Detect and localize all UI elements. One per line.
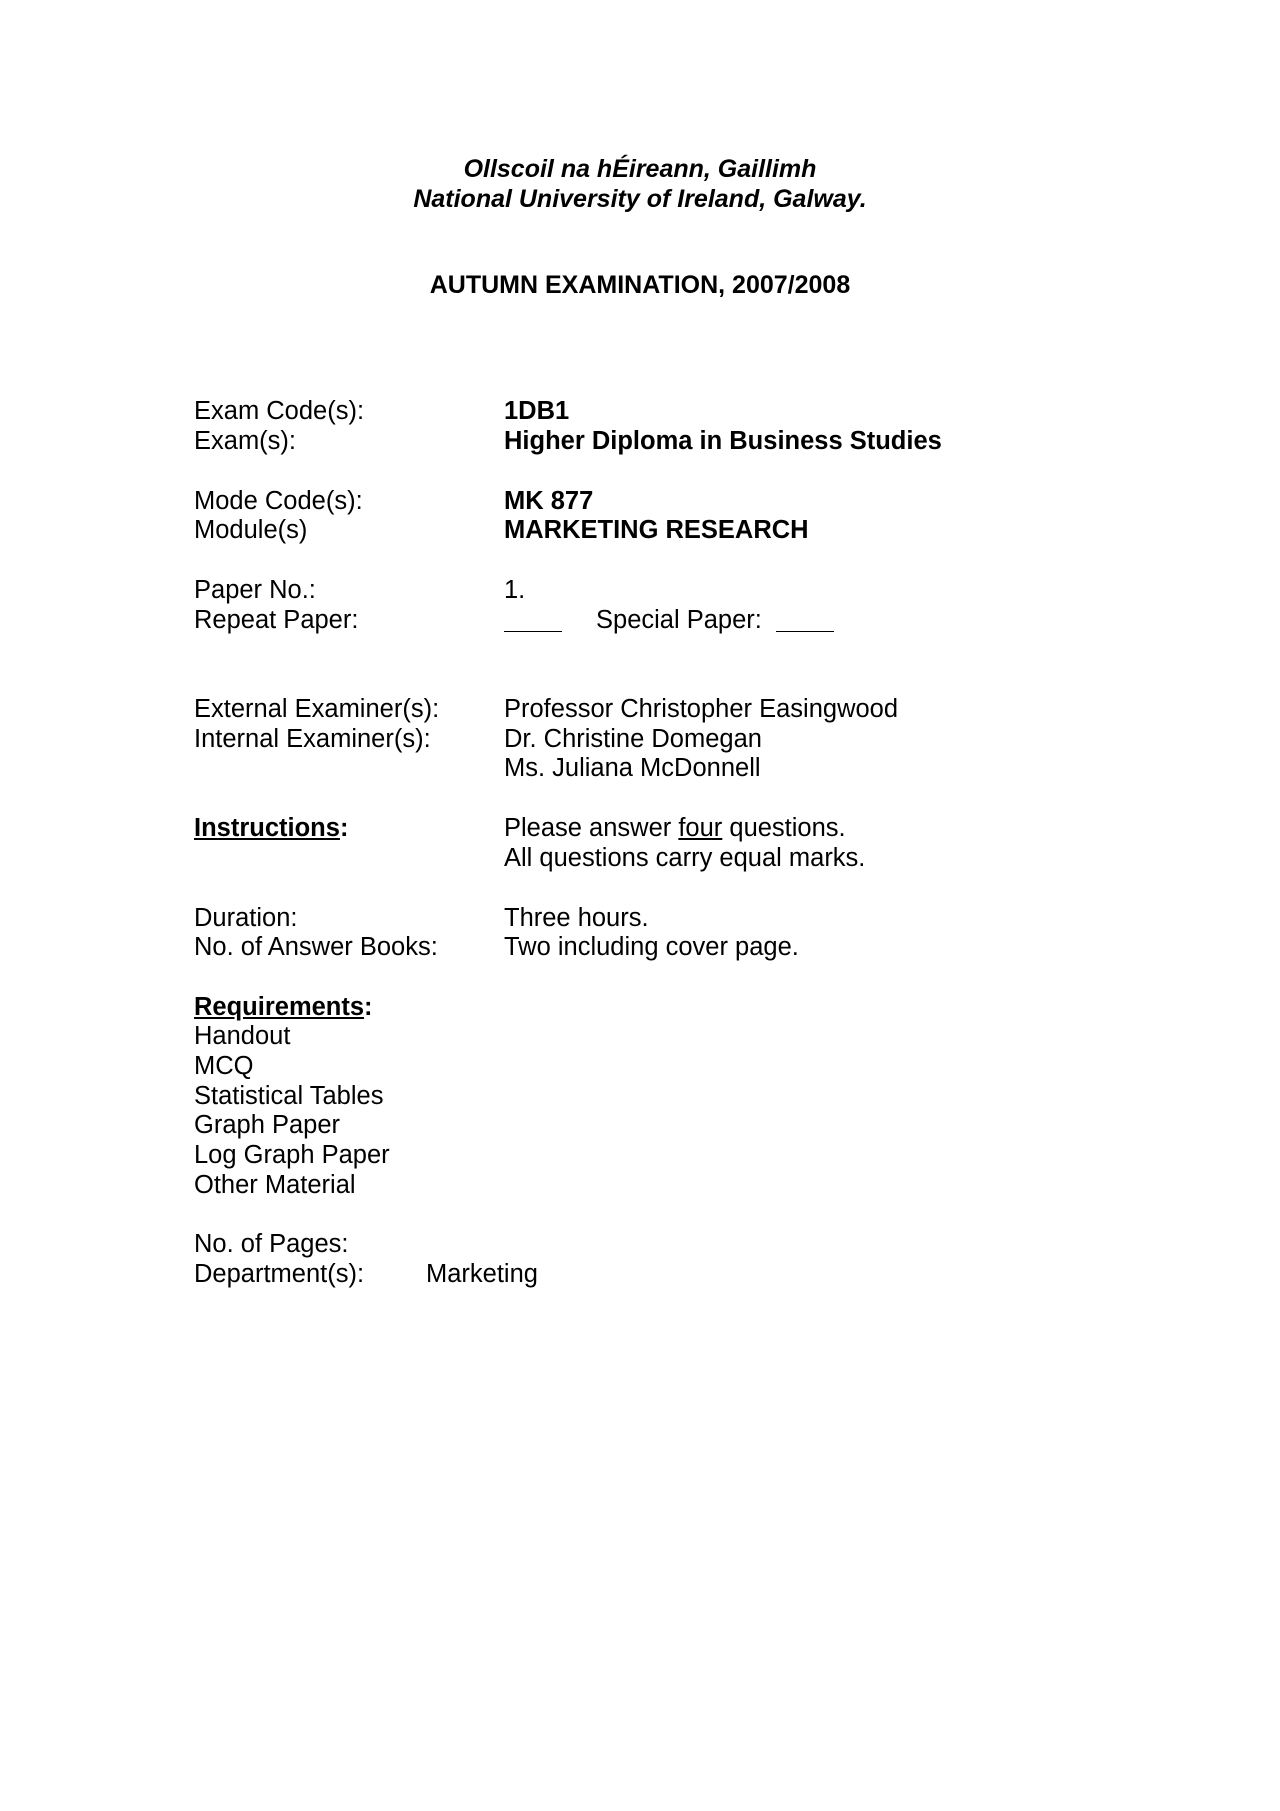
answer-books-value: Two including cover page. (504, 933, 799, 961)
department-label: Department(s): (194, 1260, 365, 1288)
requirements-colon: : (364, 993, 373, 1021)
requirements-label: Requirements (194, 993, 365, 1021)
instructions-pre: Please answer (504, 814, 679, 842)
special-paper-label: Special Paper: (596, 606, 762, 634)
instructions-line-2: All questions carry equal marks. (504, 844, 866, 872)
repeat-paper-label: Repeat Paper: (194, 606, 359, 634)
university-name-irish: Ollscoil na hÉireann, Gaillimh (463, 155, 817, 183)
internal-examiner-value-2: Ms. Juliana McDonnell (504, 754, 761, 782)
internal-examiner-value-1: Dr. Christine Domegan (504, 725, 762, 753)
instructions-line-1 (504, 813, 846, 843)
requirements-heading (194, 992, 373, 1022)
paper-no-value: 1. (504, 576, 526, 604)
requirement-item: Statistical Tables (194, 1082, 384, 1110)
answer-books-label: No. of Answer Books: (194, 933, 438, 961)
instructions-emphasis: four (678, 814, 723, 842)
exam-title: AUTUMN EXAMINATION, 2007/2008 (429, 271, 851, 299)
external-examiner-value: Professor Christopher Easingwood (504, 695, 899, 723)
exam-code-label: Exam Code(s): (194, 397, 365, 425)
exams-label: Exam(s): (194, 427, 296, 455)
department-value: Marketing (426, 1260, 538, 1288)
requirement-item: Other Material (194, 1171, 356, 1199)
module-value: MARKETING RESEARCH (504, 516, 809, 544)
instructions-post: questions. (722, 814, 846, 842)
module-label: Module(s) (194, 516, 308, 544)
exams-value: Higher Diploma in Business Studies (504, 427, 942, 455)
university-name-english: National University of Ireland, Galway. (413, 185, 867, 213)
requirement-item: Graph Paper (194, 1111, 341, 1139)
special-paper-blank (776, 631, 834, 632)
requirement-item: MCQ (194, 1052, 254, 1080)
instructions-colon: : (339, 814, 349, 842)
requirement-item: Log Graph Paper (194, 1141, 390, 1169)
external-examiner-label: External Examiner(s): (194, 695, 440, 723)
internal-examiner-label: Internal Examiner(s): (194, 725, 431, 753)
instructions-label-row (194, 813, 348, 843)
duration-label: Duration: (194, 904, 298, 932)
repeat-paper-row (504, 605, 834, 635)
requirement-item: Handout (194, 1022, 291, 1050)
paper-no-label: Paper No.: (194, 576, 316, 604)
duration-value: Three hours. (504, 904, 649, 932)
pages-label: No. of Pages: (194, 1230, 349, 1258)
mode-code-value: MK 877 (504, 487, 594, 515)
instructions-label: Instructions (194, 814, 340, 842)
repeat-paper-blank (504, 631, 562, 632)
mode-code-label: Mode Code(s): (194, 487, 363, 515)
exam-code-value: 1DB1 (504, 397, 570, 425)
